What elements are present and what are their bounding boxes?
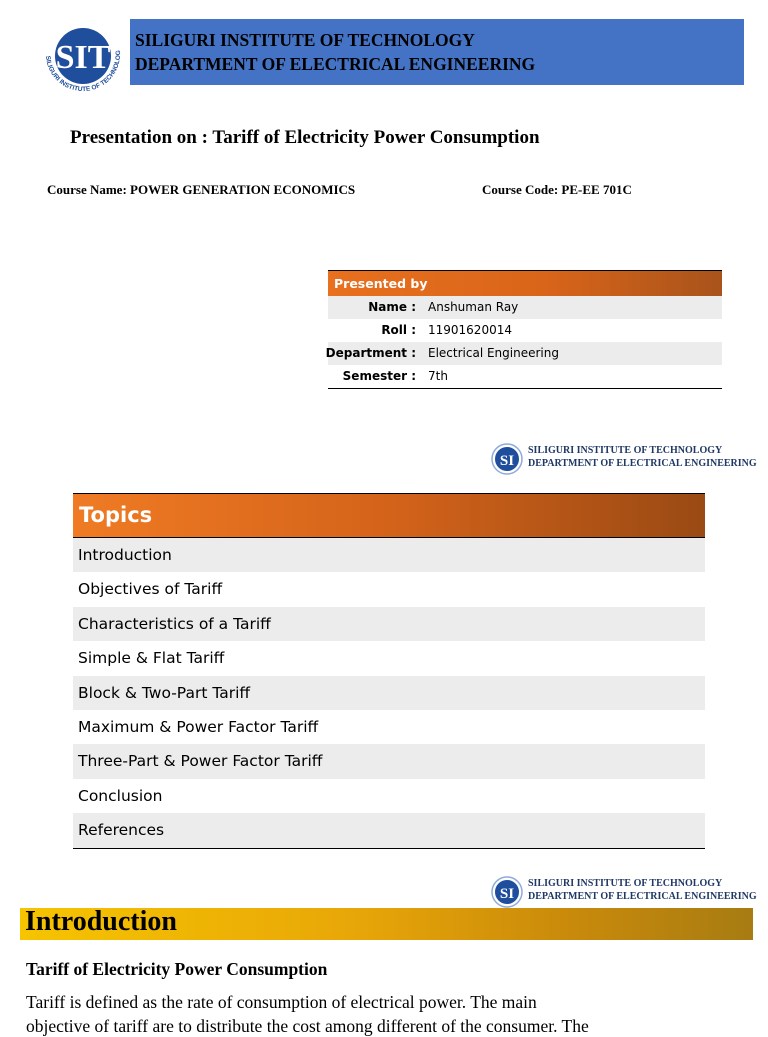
topic-item: Three-Part & Power Factor Tariff	[73, 744, 705, 778]
row-key: Roll :	[381, 323, 416, 337]
mini-department: DEPARTMENT OF ELECTRICAL ENGINEERING	[528, 458, 757, 469]
logo-letters: SIT	[55, 39, 111, 76]
institute-name: SILIGURI INSTITUTE OF TECHNOLOGY	[135, 30, 475, 50]
presented-by-table	[325, 270, 722, 389]
mini-header	[490, 442, 760, 476]
presentation-title: Presentation on : Tariff of Electricity Power Consumption	[70, 127, 540, 148]
mini-header	[490, 875, 760, 909]
topic-item: Maximum & Power Factor Tariff	[78, 717, 319, 736]
introduction-bar	[20, 908, 753, 940]
table-bottom-rule	[328, 388, 722, 389]
topics-table	[73, 493, 705, 849]
row-key: Department :	[325, 346, 416, 360]
topic-item: Characteristics of a Tariff	[73, 607, 705, 641]
table-row	[328, 319, 722, 342]
mini-department: DEPARTMENT OF ELECTRICAL ENGINEERING	[528, 891, 757, 902]
topic-item: References	[73, 813, 705, 847]
logo-ring-text: SILIGURI INSTITUTE OF TECHNOLOG	[43, 50, 123, 94]
course-name: Course Name: POWER GENERATION ECONOMICS	[47, 182, 356, 197]
row-value: Electrical Engineering	[428, 346, 559, 360]
presented-by-heading: Presented by	[328, 270, 722, 296]
mini-institute: SILIGURI INSTITUTE OF TECHNOLOGY	[528, 878, 723, 889]
table-row	[328, 296, 722, 319]
svg-text:SI: SI	[499, 886, 515, 902]
header-banner	[130, 19, 744, 85]
topics-heading: Topics	[73, 493, 705, 538]
introduction-heading: Introduction	[25, 906, 177, 937]
course-code: Course Code: PE-EE 701C	[482, 182, 632, 197]
department-name: DEPARTMENT OF ELECTRICAL ENGINEERING	[135, 54, 536, 74]
mini-institute: SILIGURI INSTITUTE OF TECHNOLOGY	[528, 445, 723, 456]
topic-item: Conclusion	[78, 786, 163, 805]
introduction-paragraph-line: objective of tariff are to distribute the cost among different of the consumer. The	[26, 1016, 589, 1036]
topic-item: Objectives of Tariff	[78, 580, 223, 599]
table-row	[328, 365, 722, 388]
topic-item: Introduction	[73, 538, 705, 572]
introduction-paragraph-line: Tariff is defined as the rate of consumption of electrical power. The main	[26, 992, 537, 1012]
row-value: 7th	[428, 369, 448, 383]
row-key: Name :	[368, 300, 416, 314]
topic-item: Block & Two-Part Tariff	[73, 676, 705, 710]
row-key: Semester :	[342, 369, 416, 383]
mini-logo-icon	[490, 442, 524, 476]
institute-logo	[36, 16, 128, 98]
mini-logo-icon	[490, 875, 524, 909]
row-value: 11901620014	[428, 323, 512, 337]
topics-bottom-rule	[73, 848, 705, 849]
svg-text:SI: SI	[499, 453, 515, 469]
table-row	[325, 342, 722, 365]
introduction-subheading: Tariff of Electricity Power Consumption	[26, 959, 328, 979]
row-value: Anshuman Ray	[428, 300, 519, 314]
topic-item: Simple & Flat Tariff	[78, 649, 225, 668]
